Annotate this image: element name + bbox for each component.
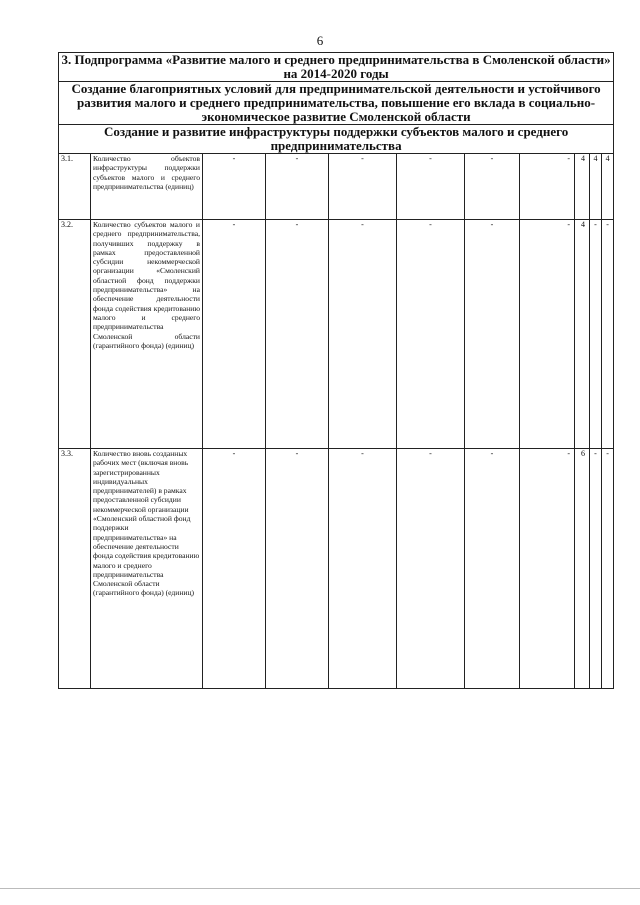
value-cell: - xyxy=(520,220,575,449)
value-cell: - xyxy=(520,154,575,220)
value-cell: - xyxy=(602,220,614,449)
subprogram-heading-row xyxy=(59,53,614,82)
task-heading-row xyxy=(59,125,614,154)
value-cell: - xyxy=(203,154,266,220)
value-cell: - xyxy=(397,449,465,689)
indicators-table xyxy=(58,52,614,689)
value-cell: - xyxy=(266,154,329,220)
page-number: 6 xyxy=(316,33,324,48)
indicator-name: Количество вновь созданных рабочих мест (включая вновь зарегистрированных индивидуальных предпринимателей) в рамках предоставленной субсидии некоммерческой организации «Смоленский областной фонд поддержки предпринимательства» на обеспечение деятельности фонда содействия кредитованию малого и среднего предпринимательства Смоленской области (гарантийного фонда) (единиц) xyxy=(91,449,203,689)
table-row xyxy=(59,449,614,689)
row-number: 3.3. xyxy=(59,449,91,689)
task-heading: Создание и развитие инфраструктуры поддержки субъектов малого и среднего предпринимательства xyxy=(59,125,614,154)
value-cell: - xyxy=(465,449,520,689)
value-cell: - xyxy=(266,220,329,449)
value-cell: 4 xyxy=(575,154,590,220)
value-cell: - xyxy=(397,220,465,449)
value-cell: - xyxy=(266,449,329,689)
value-cell: - xyxy=(397,154,465,220)
value-cell: - xyxy=(590,449,602,689)
value-cell: 4 xyxy=(602,154,614,220)
value-cell: - xyxy=(203,449,266,689)
row-number: 3.2. xyxy=(59,220,91,449)
indicator-name: Количество объектов инфраструктуры поддержки субъектов малого и среднего предпринимательства (единиц) xyxy=(91,154,203,220)
subprogram-heading: 3. Подпрограмма «Развитие малого и среднего предпринимательства в Смоленской области» на 2014-2020 годы xyxy=(59,53,614,82)
table-row xyxy=(59,220,614,449)
value-cell: - xyxy=(329,220,397,449)
goal-heading: Создание благоприятных условий для предпринимательской деятельности и устойчивого развития малого и среднего предпринимательства, повышение его вклада в социально-экономическое развитие Смоленской области xyxy=(59,82,614,125)
value-cell: - xyxy=(590,220,602,449)
value-cell: - xyxy=(520,449,575,689)
value-cell: - xyxy=(465,154,520,220)
value-cell: - xyxy=(465,220,520,449)
indicator-name: Количество субъектов малого и среднего предпринимательства, получивших поддержку в рамках предоставленной субсидии некоммерческой организации «Смоленский областной фонд поддержки предпринимательства» на обеспечение деятельности фонда содействия кредитованию малого и среднего предпринимательства Смоленской области (гарантийного фонда) (единиц) xyxy=(91,220,203,449)
value-cell: - xyxy=(203,220,266,449)
value-cell: 4 xyxy=(575,220,590,449)
page-bottom-divider xyxy=(0,888,640,889)
table-row xyxy=(59,154,614,220)
value-cell: - xyxy=(602,449,614,689)
value-cell: 6 xyxy=(575,449,590,689)
row-number: 3.1. xyxy=(59,154,91,220)
value-cell: - xyxy=(329,449,397,689)
goal-heading-row xyxy=(59,82,614,125)
value-cell: - xyxy=(329,154,397,220)
value-cell: 4 xyxy=(590,154,602,220)
